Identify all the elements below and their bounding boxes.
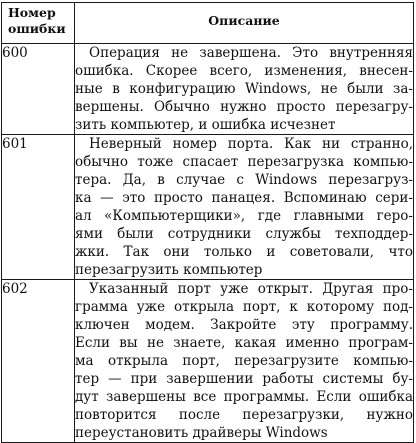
table-row xyxy=(2,135,414,280)
description-line: Если вы не знаете, какая именно програм- xyxy=(75,335,413,351)
description-line: жки. Так они только и советовали, что xyxy=(75,244,413,260)
description-line: перезагрузить компьютер xyxy=(75,262,263,278)
header-description xyxy=(75,3,414,44)
description-line: переустановить драйверы Windows xyxy=(75,425,328,441)
description-line: зить компьютер, и ошибка исчезнет xyxy=(75,117,336,133)
description-line: обычно тоже спасает перезагрузка компью- xyxy=(75,154,413,170)
error-description-cell xyxy=(75,280,414,443)
error-code-cell: 602 xyxy=(2,280,75,443)
description-line: ал «Компьютерщики», где главными геро- xyxy=(75,208,413,224)
description-line: грамма уже открыла порт, к которому под- xyxy=(75,299,413,315)
description-line: тер — при завершении работы системы бу- xyxy=(75,371,413,387)
description-line: вершены. Обычно нужно просто перезагру- xyxy=(75,99,413,115)
table-header-row xyxy=(2,3,414,44)
error-description-cell xyxy=(75,135,414,280)
description-line: ма открыла порт, перезагрузите компью- xyxy=(75,353,413,369)
description-line: Операция не завершена. Это внутренняя xyxy=(89,45,413,61)
description-line: тера. Да, в случае с Windows перезагруз- xyxy=(75,172,413,188)
table-row xyxy=(2,44,414,135)
description-line: ошибка. Скорее всего, изменения, внесен- xyxy=(75,63,413,79)
description-line: ные в конфигурацию Windows, не были за- xyxy=(75,81,413,97)
error-codes-table xyxy=(1,2,414,443)
header-error-number-line1: Номер xyxy=(8,5,56,20)
header-error-number xyxy=(2,3,75,44)
table-body xyxy=(2,44,414,443)
header-error-number-line2: ошибки xyxy=(8,21,66,36)
description-line: повторится после перезагрузки, нужно xyxy=(75,407,413,423)
error-description-cell xyxy=(75,44,414,135)
error-code-cell: 600 xyxy=(2,44,75,135)
error-code-cell: 601 xyxy=(2,135,75,280)
description-line: ключен модем. Закройте эту программу. xyxy=(75,317,413,333)
description-line: ка — это просто панацея. Вспоминаю сери- xyxy=(75,190,413,206)
description-line: ями были сотрудники службы техподдер- xyxy=(75,226,413,242)
description-line: дут завершены все программы. Если ошибка xyxy=(75,389,413,405)
description-line: Неверный номер порта. Как ни странно, xyxy=(89,136,413,152)
description-line: Указанный порт уже открыт. Другая про- xyxy=(89,281,413,297)
table-row xyxy=(2,280,414,443)
header-description-label: Описание xyxy=(208,13,280,28)
